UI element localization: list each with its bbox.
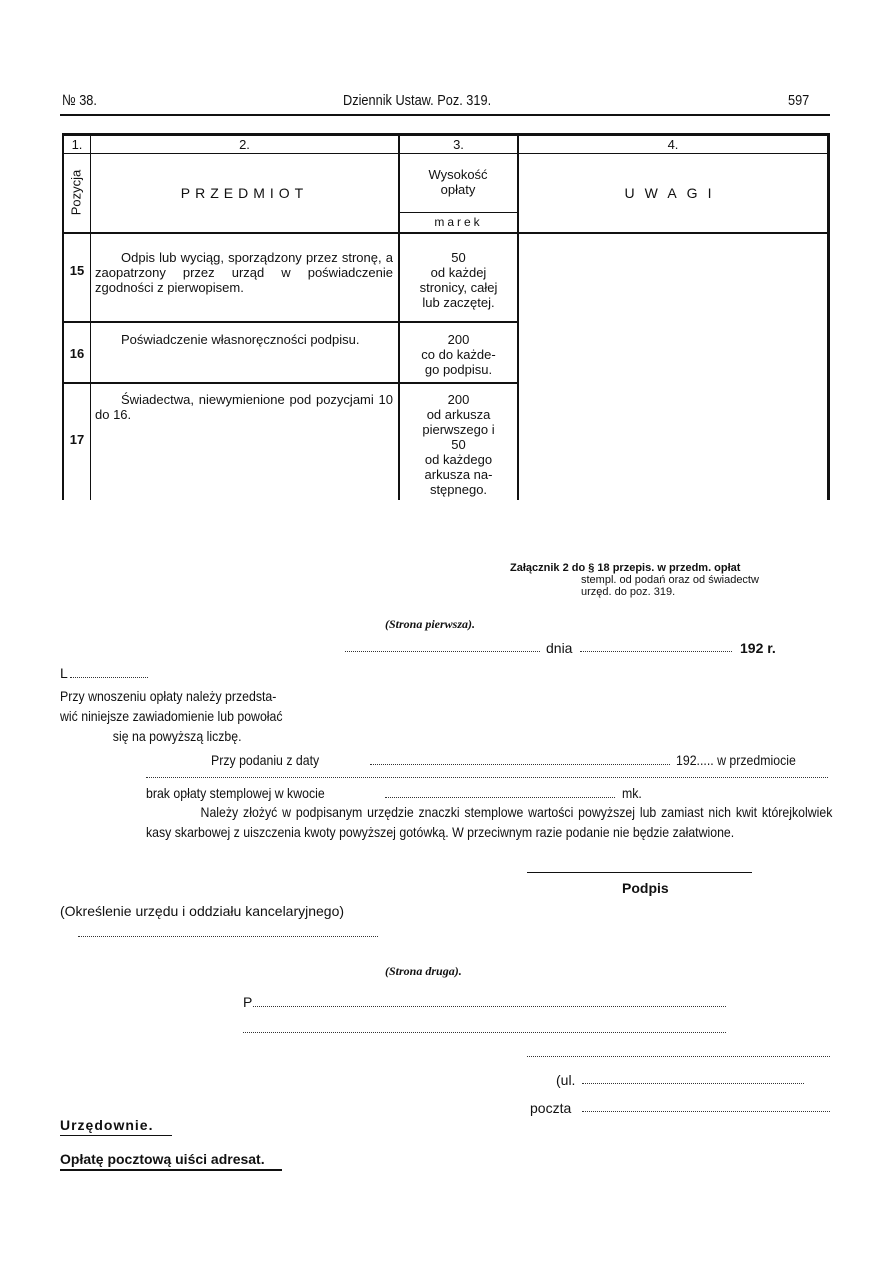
- annex-note: Załącznik 2 do § 18 przepis. w przedm. opłat stempl. od podań oraz od świadectw urzęd. do poz. 319.: [510, 562, 759, 598]
- page-number: 597: [788, 92, 810, 109]
- place-field[interactable]: [345, 651, 540, 652]
- col-number-1: 1.: [71, 137, 83, 152]
- row-17-position: 17: [69, 432, 85, 447]
- year-label: 192 r.: [740, 640, 776, 656]
- currency-label: mk.: [622, 785, 642, 801]
- side-one-label: (Strona pierwsza).: [385, 617, 476, 631]
- street-label: (ul.: [556, 1072, 576, 1088]
- amount-field[interactable]: [385, 797, 615, 798]
- col-number-4: 4.: [667, 137, 679, 152]
- addressee-label: P: [243, 994, 253, 1010]
- row-16-fee: 200 co do każde- go podpisu.: [421, 332, 496, 377]
- payment-note: Przy wnoszeniu opłaty należy przedsta- wić niniejsze zawiadomienie lub powołać się na powyższą liczbę.: [60, 688, 283, 744]
- date-label: dnia: [546, 640, 573, 656]
- col-number-2: 2.: [239, 137, 250, 152]
- signature-line: [527, 872, 752, 873]
- col-header-fee: Wysokość opłaty: [428, 167, 488, 197]
- post-office-label: poczta: [530, 1100, 572, 1116]
- row-17-fee: 200 od arkusza pierwszego i 50 od każdego arkusza na- stępnego.: [422, 392, 495, 497]
- postage-note: Opłatę pocztową uiści adresat.: [60, 1151, 265, 1167]
- subject-field[interactable]: [146, 777, 828, 778]
- row-15-fee: 50 od każdej stronicy, całej lub zaczętej.: [419, 250, 498, 310]
- address-field[interactable]: [527, 1056, 830, 1057]
- row-16-position: 16: [69, 346, 85, 361]
- post-office-field[interactable]: [582, 1111, 830, 1112]
- journal-title: Dziennik Ustaw. Poz. 319.: [343, 92, 492, 109]
- col-header-uwagi: UWAGI: [624, 185, 722, 201]
- row-16-subject: Poświadczenie własnoręczności podpisu.: [121, 332, 360, 347]
- number-field[interactable]: [70, 677, 148, 678]
- addressee-field[interactable]: [253, 1006, 726, 1007]
- row-15-subject: Odpis lub wyciąg, sporządzony przez stronę, a zaopatrzony przez urząd w poświadczenie zgodności z pierwopisem.: [95, 250, 393, 295]
- addressee-field-2[interactable]: [243, 1032, 726, 1033]
- official-label: Urzędownie.: [60, 1117, 154, 1133]
- submission-date-field[interactable]: [370, 764, 670, 765]
- submission-date-label: Przy podaniu z daty: [211, 752, 320, 768]
- postage-underline: [60, 1169, 282, 1171]
- row-15-position: 15: [69, 263, 85, 278]
- subject-label: 192..... w przedmiocie: [676, 752, 796, 768]
- missing-fee-label: brak opłaty stemplowej w kwocie: [146, 785, 325, 801]
- col-header-fee-unit: marek: [434, 215, 483, 229]
- col-header-przedmiot: PRZEDMIOT: [180, 185, 309, 201]
- number-label: L: [60, 665, 68, 681]
- col-number-3: 3.: [453, 137, 464, 152]
- signature-label: Podpis: [622, 880, 669, 896]
- street-field[interactable]: [582, 1083, 804, 1084]
- date-field[interactable]: [580, 651, 732, 652]
- office-label: (Określenie urzędu i oddziału kancelaryjnego): [60, 903, 345, 919]
- official-underline: [60, 1135, 172, 1136]
- col-header-pozycja: Pozycja: [68, 169, 84, 216]
- instructions-text: Należy złożyć w podpisanym urzędzie znaczki stemplowe wartości powyższej lub zamiast nich kwit którejkolwiek kasy skarbowej z uiszczenia kwoty powyższej gotówką. W przeciwnym razie podanie nie będzie załatwione.: [146, 804, 833, 840]
- office-field[interactable]: [78, 936, 378, 937]
- issue-number: № 38.: [62, 92, 97, 109]
- side-two-label: (Strona druga).: [385, 964, 462, 978]
- header-rule: [60, 114, 830, 116]
- row-17-subject: Świadectwa, niewymienione pod pozycjami 10 do 16.: [95, 392, 393, 422]
